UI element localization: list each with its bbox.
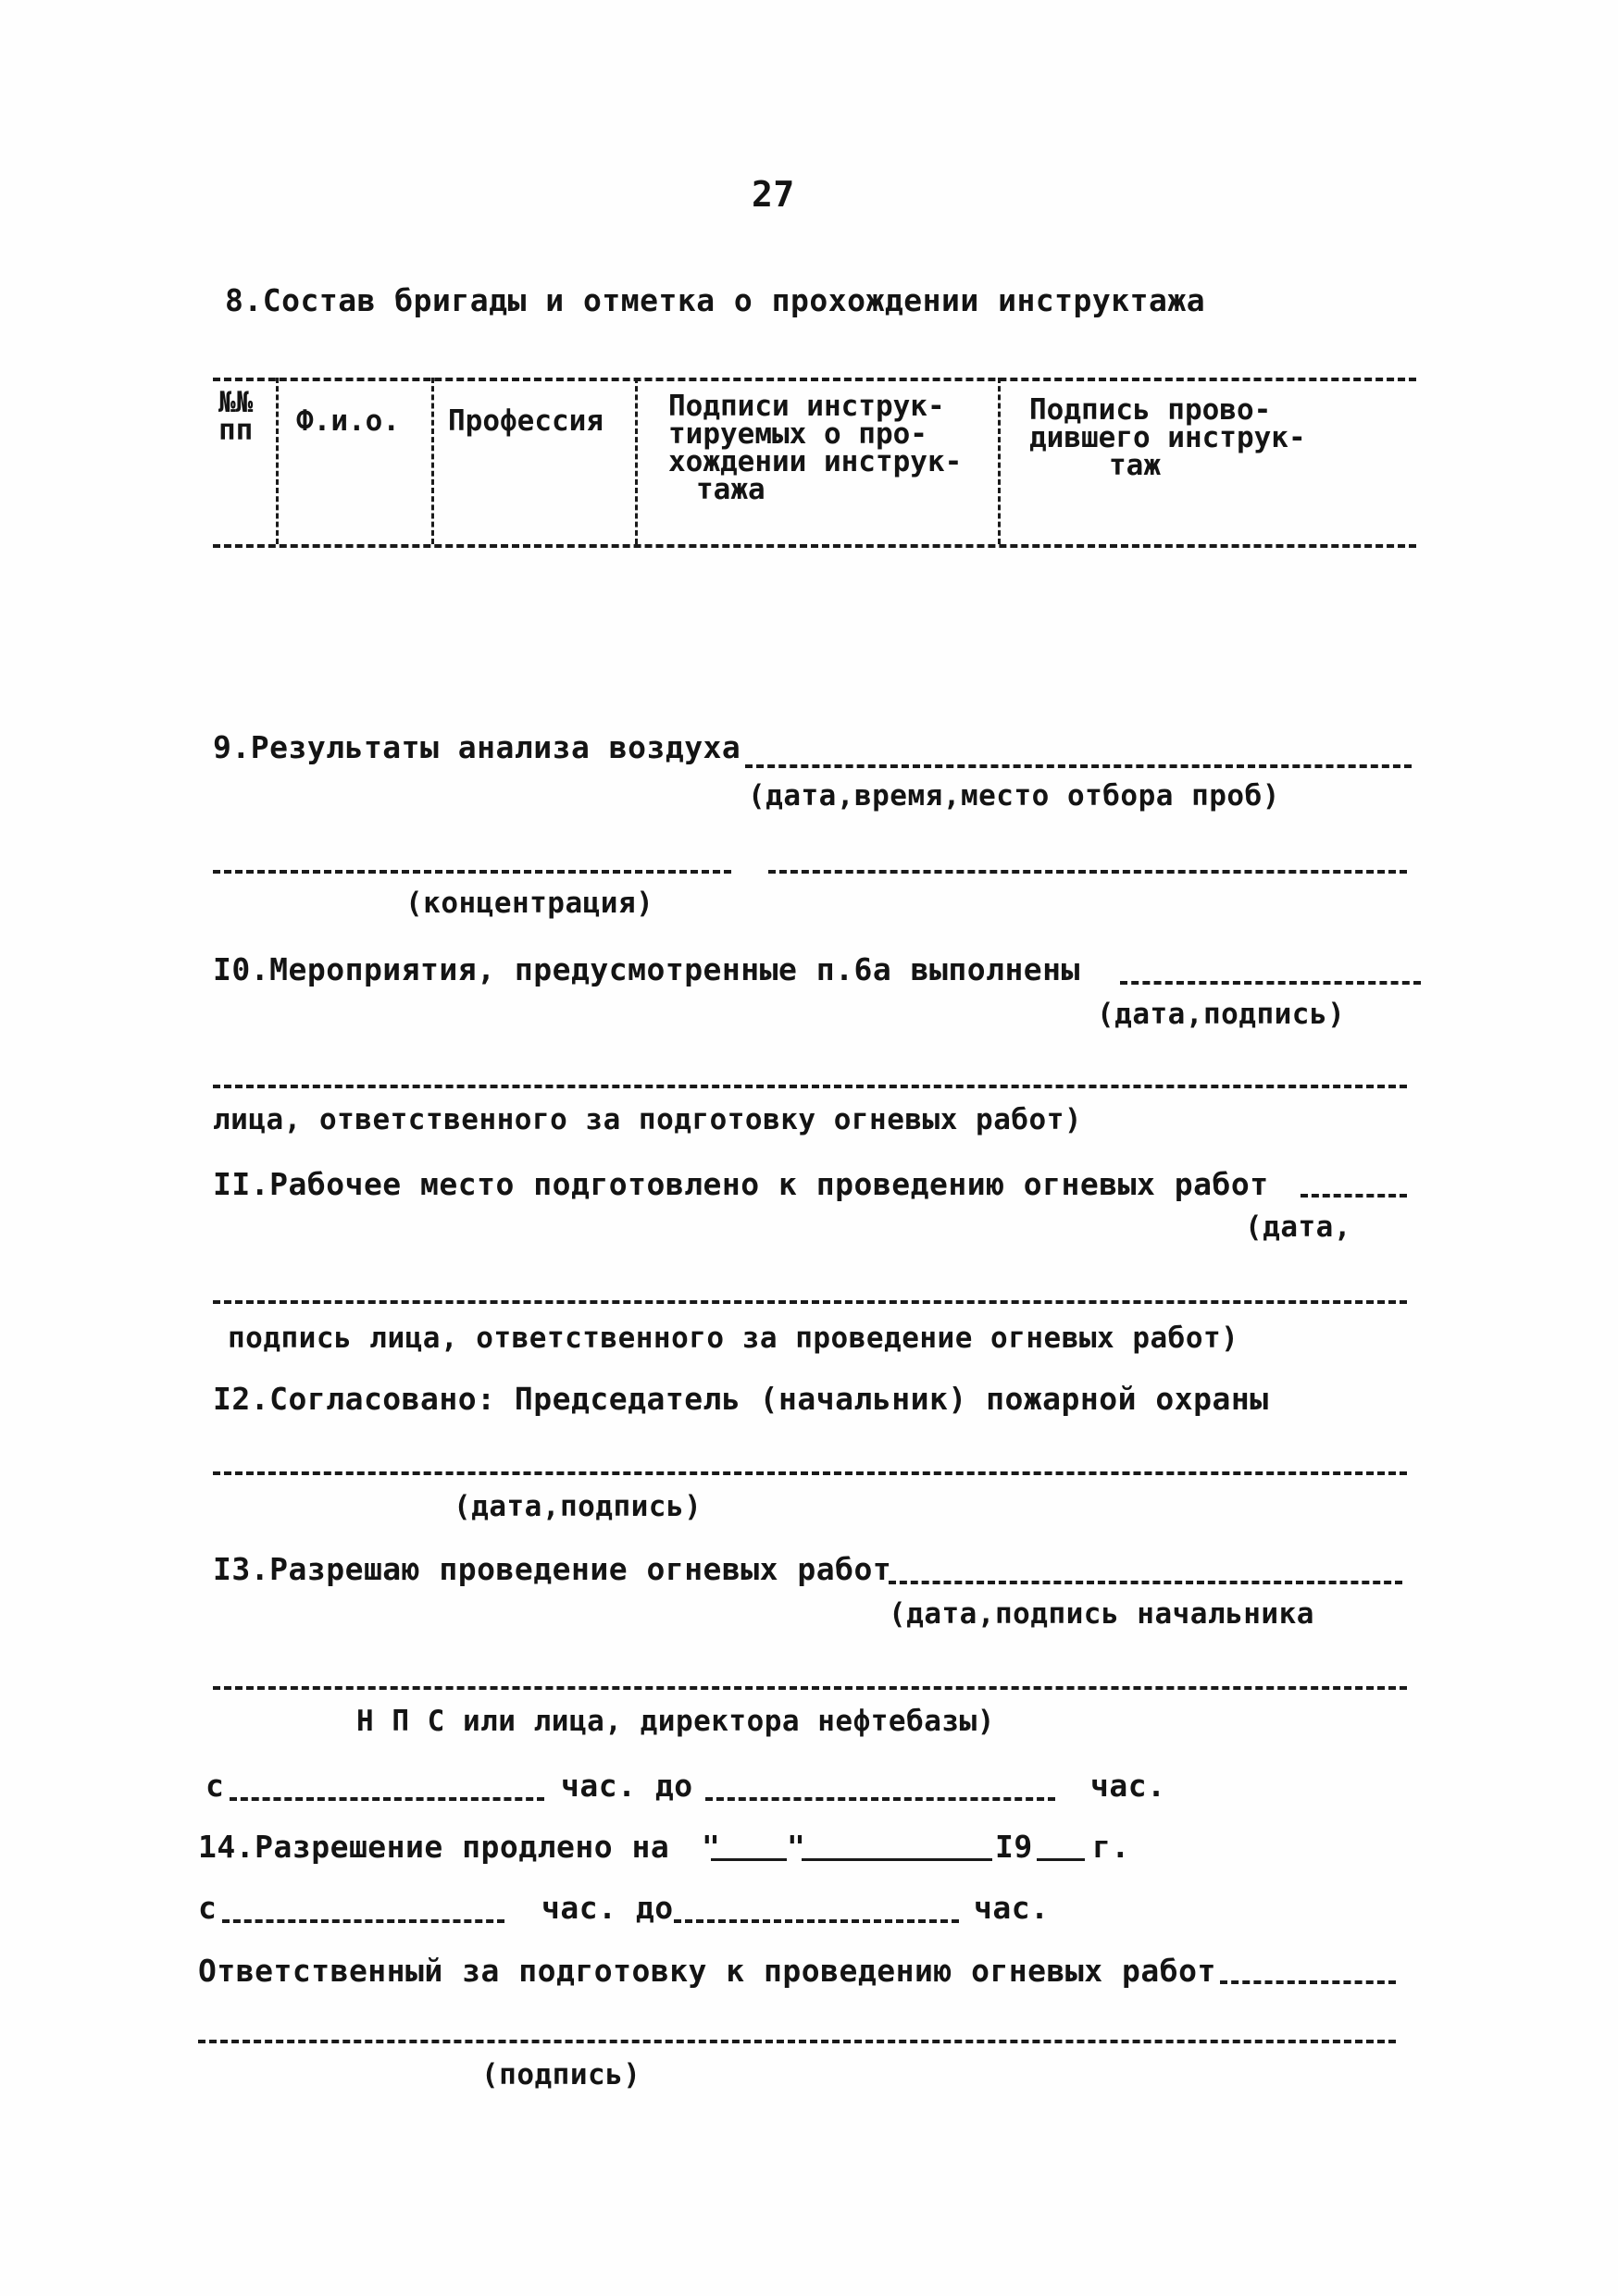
header-instructor-line3: таж — [1109, 449, 1161, 482]
section-13-hours-to: час. до — [561, 1768, 693, 1804]
section-8-title: 8.Состав бригады и отметка о прохождении инструктажа — [225, 282, 1206, 318]
section-11-label: II.Рабочее место подготовлено к проведению огневых работ — [213, 1166, 1269, 1202]
concentration-line-2 — [768, 870, 1407, 874]
section-14-month-line — [802, 1858, 992, 1861]
section-11-caption-date: (дата, — [1245, 1210, 1351, 1244]
section-13-hours-end: час. — [1090, 1768, 1166, 1804]
section-14-from-line — [222, 1919, 504, 1923]
header-number-line2: пп — [218, 414, 254, 447]
section-9-caption-datetime: (дата,время,место отбора проб) — [748, 779, 1280, 813]
header-signatures-line4: тажа — [696, 473, 765, 506]
workplace-signature-line-2 — [213, 1300, 1407, 1304]
section-14-quote-close: " — [787, 1829, 806, 1865]
responsible-signature-line — [1220, 1980, 1396, 1984]
column-divider — [998, 378, 1001, 544]
column-divider — [635, 378, 638, 544]
section-13-from: с — [205, 1768, 225, 1804]
responsible-label: Ответственный за подготовку к проведению огневых работ — [198, 1953, 1216, 1989]
section-10-label: I0.Мероприятия, предусмотренные п.6а выполнены — [213, 951, 1080, 987]
permit-signature-line-2 — [213, 1686, 1407, 1690]
header-instructor-line1: Подпись прово- — [1029, 393, 1272, 427]
header-signatures-line1: Подписи инструк- — [668, 390, 945, 423]
section-12-label: I2.Согласовано: Председатель (начальник) пожарной охраны — [213, 1381, 1269, 1417]
section-10-caption-person: лица, ответственного за подготовку огневых работ) — [213, 1103, 1083, 1136]
permit-signature-line — [889, 1581, 1402, 1584]
section-14-quote-open: " — [702, 1829, 721, 1865]
section-13-from-line — [230, 1797, 544, 1801]
section-14-year-prefix: I9 — [995, 1829, 1033, 1865]
section-13-caption-date: (дата,подпись начальника — [889, 1597, 1314, 1631]
section-12-caption: (дата,подпись) — [454, 1490, 703, 1523]
section-13-to-line — [705, 1797, 1055, 1801]
responsible-signature-line-2 — [198, 2040, 1396, 2043]
section-10-caption-date: (дата,подпись) — [1097, 998, 1346, 1031]
section-14-label: 14.Разрешение продлено на — [198, 1829, 670, 1865]
concentration-line — [213, 870, 731, 874]
section-11-caption-person: подпись лица, ответственного за проведение огневых работ) — [228, 1322, 1239, 1355]
section-9-label: 9.Результаты анализа воздуха — [213, 729, 741, 765]
header-signatures-line2: тируемых о про- — [668, 417, 927, 451]
header-number-line1: №№ — [218, 386, 254, 419]
air-analysis-line — [745, 764, 1412, 768]
section-13-label: I3.Разрешаю проведение огневых работ — [213, 1551, 892, 1587]
table-bottom-border — [213, 544, 1416, 548]
header-signatures-line3: хождении инструк- — [668, 445, 963, 478]
section-14-from: с — [198, 1890, 218, 1926]
measures-signature-line-2 — [213, 1085, 1407, 1088]
column-divider — [431, 378, 434, 544]
workplace-signature-line — [1301, 1194, 1407, 1198]
section-9-caption-concentration: (концентрация) — [405, 887, 654, 920]
section-14-year-suffix: г. — [1092, 1829, 1130, 1865]
page-number: 27 — [752, 174, 795, 215]
header-fio: Ф.и.о. — [296, 404, 400, 438]
section-14-hours-to: час. до — [541, 1890, 674, 1926]
section-14-year-line — [1037, 1858, 1085, 1861]
header-instructor-line2: дившего инструк- — [1029, 421, 1306, 454]
section-14-to-line — [674, 1919, 959, 1923]
column-divider — [276, 378, 279, 544]
table-top-border — [213, 378, 1416, 381]
fire-chief-signature-line — [213, 1471, 1407, 1475]
signature-caption: (подпись) — [481, 2058, 641, 2091]
section-14-hours-end: час. — [974, 1890, 1050, 1926]
header-profession: Профессия — [448, 404, 604, 438]
section-14-day-line — [711, 1858, 787, 1861]
measures-signature-line — [1120, 981, 1421, 985]
section-13-caption-director: Н П С или лица, директора нефтебазы) — [356, 1705, 995, 1738]
